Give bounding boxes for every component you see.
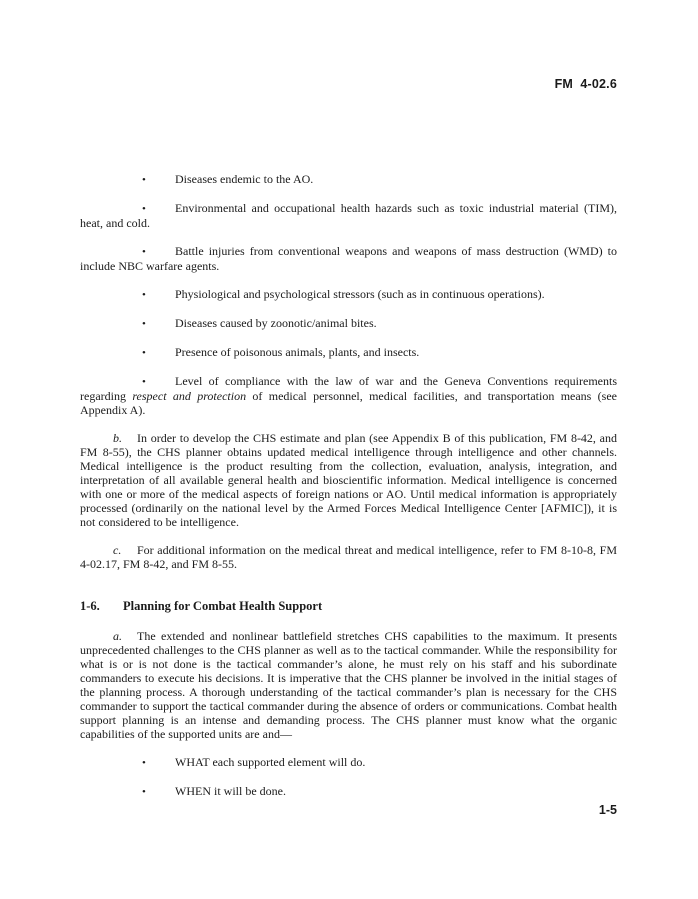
bullet-icon: • <box>142 786 146 798</box>
paragraph-label: b. <box>113 431 122 445</box>
page-content <box>80 172 617 799</box>
bullet-item-stressors <box>80 287 617 302</box>
section-heading-1-6 <box>80 599 617 613</box>
bullet-icon: • <box>142 757 146 769</box>
bullet-item-battle-injuries <box>80 244 617 273</box>
bullet-text: Battle injuries from conventional weapons and weapons of mass destruction (WMD) to include NBC warfare agents. <box>80 244 617 273</box>
bullet-item-diseases-endemic <box>80 172 617 187</box>
bullet-item-what <box>80 755 617 770</box>
italic-phrase: respect and protection <box>132 389 247 403</box>
section-title: Planning for Combat Health Support <box>123 599 323 613</box>
paragraph-label: c. <box>113 543 122 557</box>
bullet-item-poisonous-animals <box>80 345 617 360</box>
bullet-text: Level of compliance with the law of war and the Geneva Conventions requirements regarding <box>80 374 617 403</box>
bullet-icon: • <box>142 347 146 359</box>
paragraph-text: For additional information on the medical threat and medical intelligence, refer to FM 8-10-8, FM 4-02.17, FM 8-42, and FM 8-55. <box>80 543 617 571</box>
bullet-icon: • <box>142 376 146 388</box>
bullet-item-when <box>80 784 617 799</box>
bullet-icon: • <box>142 203 146 215</box>
bullet-text: WHEN it will be done. <box>175 784 286 798</box>
bullet-text: Diseases caused by zoonotic/animal bites. <box>175 316 377 330</box>
bullet-text: Physiological and psychological stressors (such as in continuous operations). <box>175 287 545 301</box>
paragraph-label: a. <box>113 629 122 643</box>
bullet-text: WHAT each supported element will do. <box>175 755 366 769</box>
bullet-text: of medical personnel, medical facilities, and transportation means (see Appendix A). <box>80 389 618 417</box>
bullet-icon: • <box>142 318 146 330</box>
paragraph-a <box>80 629 617 741</box>
page-number: 1-5 <box>598 803 617 817</box>
paragraph-c <box>80 543 617 571</box>
bullet-item-zoonotic-diseases <box>80 316 617 331</box>
bullet-text: Diseases endemic to the AO. <box>175 172 314 186</box>
bullet-text: Presence of poisonous animals, plants, and insects. <box>175 345 420 359</box>
section-number: 1-6. <box>80 599 100 613</box>
paragraph-b <box>80 431 617 529</box>
running-header: FM 4-02.6 <box>554 77 617 91</box>
paragraph-text: The extended and nonlinear battlefield stretches CHS capabilities to the maximum. It presents unprecedented challenges to the CHS planner as well as to the tactical commander. While the responsibility for what is or is not done is the tactical commander’s alone, he must rely on his staff and his subordinate commanders to execute his decisions. It is imperative that the CHS planner be involved in the initial stages of the planning process. A thorough understanding of the tactical commander’s plan is necessary for the CHS commander to support the tactical commander during the absence of orders or communications. Combat health support planning is an intense and demanding process. The CHS planner must know what the organic capabilities of the supported units are and— <box>80 629 617 741</box>
bullet-text: Environmental and occupational health hazards such as toxic industrial material (TIM), heat, and cold. <box>80 201 617 230</box>
bullet-item-law-of-war-compliance <box>80 374 617 417</box>
bullet-icon: • <box>142 246 146 258</box>
bullet-item-environmental-hazards <box>80 201 617 230</box>
bullet-icon: • <box>142 174 146 186</box>
bullet-icon: • <box>142 289 146 301</box>
paragraph-text: In order to develop the CHS estimate and plan (see Appendix B of this publication, FM 8-42, and FM 8-55), the CHS planner obtains updated medical intelligence through intelligence and other channels. Medical intelligence is the product resulting from the collection, evaluation, analysis, integration, and interpretation of all available general health and bioscientific information. Medical intelligence is concerned with one or more of the medical aspects of foreign nations or AO. Until medical information is appropriately processed (ordinarily on the national level by the Armed Forces Medical Intelligence Center [AFMIC]), it is not considered to be intelligence. <box>80 431 617 529</box>
